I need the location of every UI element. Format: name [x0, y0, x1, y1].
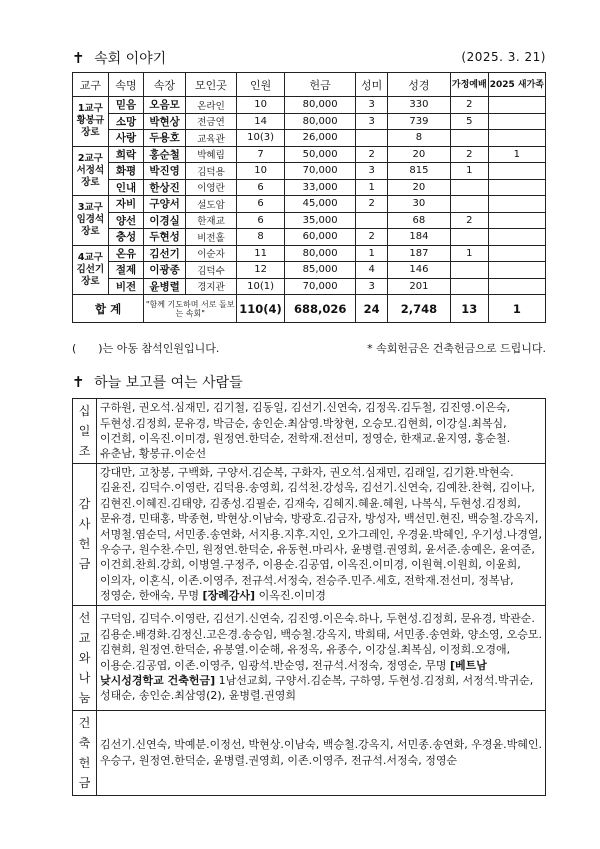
- total-worship: 13: [450, 295, 488, 323]
- col-header: 속장: [144, 73, 186, 97]
- cell-offering: 26,000: [285, 130, 356, 147]
- col-header: 교구: [73, 73, 109, 97]
- table-row: [73, 245, 546, 262]
- district-label: 2교구 서정석 장로: [73, 146, 109, 196]
- table-row: [73, 130, 546, 147]
- cell-worship: [450, 229, 488, 246]
- col-header: 헌금: [285, 73, 356, 97]
- offering-category: 건축 헌금: [73, 710, 97, 795]
- cell-name: 절제: [108, 262, 143, 279]
- cell-offering: 35,000: [285, 212, 356, 229]
- cell-place: 온라인: [185, 97, 236, 114]
- total-newfam: 1: [488, 295, 545, 323]
- cell-bible: 330: [387, 97, 450, 114]
- cell-name: 소망: [108, 113, 143, 130]
- cell-name: 온유: [108, 245, 143, 262]
- notes-line: [72, 340, 546, 356]
- cell-newfam: [488, 245, 545, 262]
- offering-category: 십 일 조: [73, 399, 97, 464]
- names-text: 김선기.신연숙, 박예분.이정선, 박현상.이남숙, 백승철.강옥지, 서민종.송연화, 우경윤.박혜인.우승구, 원정연.한덕순, 윤병렬.권영희, 이존.이영주, 전규석.서정숙, 정영순: [100, 738, 542, 767]
- table-row: [73, 212, 546, 229]
- cell-people: 8: [237, 229, 285, 246]
- table-row: [73, 229, 546, 246]
- total-row: [73, 295, 546, 323]
- col-header: 성경: [387, 73, 450, 97]
- cell-bible: 30: [387, 196, 450, 213]
- cell-worship: [450, 196, 488, 213]
- total-label: 합 계: [73, 295, 144, 323]
- table-row: [73, 97, 546, 114]
- cell-bible: 201: [387, 278, 450, 295]
- cell-bible: 146: [387, 262, 450, 279]
- cell-bible: 187: [387, 245, 450, 262]
- cell-people: 6: [237, 179, 285, 196]
- cell-newfam: [488, 212, 545, 229]
- cell-newfam: [488, 97, 545, 114]
- offering-category: 선교 와 나눔: [73, 605, 97, 710]
- cell-leader: 두용호: [144, 130, 186, 147]
- table-row: [73, 113, 546, 130]
- cell-worship: 1: [450, 163, 488, 180]
- table-row: [73, 163, 546, 180]
- cell-people: 11: [237, 245, 285, 262]
- table-row: [73, 196, 546, 213]
- cell-leader: 박현상: [144, 113, 186, 130]
- cell-rice: 2: [356, 229, 388, 246]
- section-title: 속회 이야기: [94, 51, 167, 67]
- cell-worship: 2: [450, 146, 488, 163]
- children-note: ( )는 아동 참석인원입니다.: [72, 342, 220, 355]
- cell-table-body: [73, 97, 546, 323]
- cell-people: 6: [237, 196, 285, 213]
- cell-people: 10(3): [237, 130, 285, 147]
- cell-offering: 60,000: [285, 229, 356, 246]
- cell-bible: 68: [387, 212, 450, 229]
- cell-place: 김덕용: [185, 163, 236, 180]
- cell-newfam: [488, 278, 545, 295]
- offering-names: [97, 464, 546, 606]
- table-row: [73, 262, 546, 279]
- table-row: [73, 278, 546, 295]
- cell-offering: 70,000: [285, 163, 356, 180]
- cell-worship: [450, 278, 488, 295]
- cell-place: 경지관: [185, 278, 236, 295]
- cell-leader: 홍순철: [144, 146, 186, 163]
- district-label: 3교구 임경석 장로: [73, 196, 109, 246]
- cross-icon: ✝: [72, 373, 85, 391]
- special-offering-names: 1남선교회, 구양서.김순복, 구하영, 두현성.김정희, 서정석.박귀순, 성태순, 송인순.최삼영(2), 윤병렬.권영희: [100, 674, 534, 703]
- cell-newfam: 1: [488, 146, 545, 163]
- cell-name: 믿음: [108, 97, 143, 114]
- cell-offering: 70,000: [285, 278, 356, 295]
- total-offering: 688,026: [285, 295, 356, 323]
- col-header: 성미: [356, 73, 388, 97]
- cell-report-table: [72, 72, 546, 323]
- cell-rice: 2: [356, 196, 388, 213]
- cell-offering: 85,000: [285, 262, 356, 279]
- cell-offering: 45,000: [285, 196, 356, 213]
- cell-name: 충성: [108, 229, 143, 246]
- offering-row: [73, 605, 546, 710]
- cell-newfam: [488, 130, 545, 147]
- cell-newfam: [488, 179, 545, 196]
- cell-place: 이순자: [185, 245, 236, 262]
- cell-section-header: [72, 48, 546, 68]
- cell-worship: [450, 179, 488, 196]
- table-row: [73, 146, 546, 163]
- cell-leader: 구양서: [144, 196, 186, 213]
- offering-note: * 속회헌금은 건축헌금으로 드립니다.: [367, 342, 546, 355]
- cell-leader: 이경실: [144, 212, 186, 229]
- cell-worship: 5: [450, 113, 488, 130]
- cross-icon: ✝: [72, 49, 85, 67]
- offering-row: [73, 464, 546, 606]
- col-header: 인원: [237, 73, 285, 97]
- offering-row: [73, 710, 546, 795]
- special-offering-tag: [베트남 낮시성경학교 건축헌금]: [100, 658, 487, 688]
- cell-bible: 815: [387, 163, 450, 180]
- cell-people: 10: [237, 97, 285, 114]
- district-label: 1교구 황봉규 장로: [73, 97, 109, 147]
- cell-name: 사랑: [108, 130, 143, 147]
- total-people: 110(4): [237, 295, 285, 323]
- offering-table: [72, 398, 546, 796]
- cell-bible: 20: [387, 146, 450, 163]
- cell-bible: 184: [387, 229, 450, 246]
- special-offering-tag: [장례감사]: [202, 589, 256, 603]
- cell-bible: 739: [387, 113, 450, 130]
- cell-leader: 윤병렬: [144, 278, 186, 295]
- total-motto: "함께 기도하며 서로 돌보는 속회": [144, 295, 237, 323]
- report-date: (2025. 3. 21): [461, 50, 546, 64]
- cell-leader: 오음모: [144, 97, 186, 114]
- cell-rice: 2: [356, 146, 388, 163]
- table-header-row: [73, 73, 546, 97]
- offering-names: [97, 605, 546, 710]
- cell-newfam: [488, 163, 545, 180]
- offering-names: [97, 399, 546, 464]
- names-text: 구덕임, 김덕수.이영란, 김선기.신연숙, 김진영.이은숙.하나, 두현성.김정희, 문유경, 박관순.김용순.배경화.김정신.고은경.송승임, 백승철.강옥지, 박희태, 서민종.송연화, 양소영, 오승모.김현희, 원정연.한덕순, 유봉열.이순해, 유정옥, 유종수, 이강실.최복심, 이정희.오경애, 이용순.김공엽, 이존.이영주, 임광석.반순영, 전규석.서정숙, 정영순, 무명: [100, 612, 542, 672]
- cell-rice: 1: [356, 245, 388, 262]
- cell-place: 전금연: [185, 113, 236, 130]
- cell-leader: 이광종: [144, 262, 186, 279]
- cell-bible: 20: [387, 179, 450, 196]
- cell-rice: 4: [356, 262, 388, 279]
- cell-rice: [356, 130, 388, 147]
- offering-names: [97, 710, 546, 795]
- cell-place: 비전홀: [185, 229, 236, 246]
- offering-table-body: [73, 399, 546, 796]
- cell-rice: 3: [356, 163, 388, 180]
- cell-rice: 3: [356, 97, 388, 114]
- cell-leader: 두현성: [144, 229, 186, 246]
- cell-place: 교육관: [185, 130, 236, 147]
- district-label: 4교구 김선기 장로: [73, 245, 109, 295]
- cell-people: 6: [237, 212, 285, 229]
- cell-people: 7: [237, 146, 285, 163]
- cell-worship: [450, 130, 488, 147]
- cell-people: 10(1): [237, 278, 285, 295]
- cell-place: 한재교: [185, 212, 236, 229]
- col-header: 가정예배: [450, 73, 488, 97]
- cell-leader: 박진영: [144, 163, 186, 180]
- cell-rice: 1: [356, 179, 388, 196]
- col-header: 2025 새가족: [488, 73, 545, 97]
- cell-rice: [356, 212, 388, 229]
- total-bible: 2,748: [387, 295, 450, 323]
- cell-name: 비전: [108, 278, 143, 295]
- cell-name: 화평: [108, 163, 143, 180]
- cell-rice: 3: [356, 113, 388, 130]
- cell-name: 자비: [108, 196, 143, 213]
- table-row: [73, 179, 546, 196]
- cell-people: 12: [237, 262, 285, 279]
- cell-people: 10: [237, 163, 285, 180]
- cell-offering: 80,000: [285, 97, 356, 114]
- cell-newfam: [488, 229, 545, 246]
- special-offering-names: 이옥진.이미경: [258, 589, 326, 603]
- cell-rice: 3: [356, 278, 388, 295]
- cell-worship: [450, 262, 488, 279]
- cell-name: 희락: [108, 146, 143, 163]
- cell-worship: 2: [450, 97, 488, 114]
- col-header: 속명: [108, 73, 143, 97]
- cell-people: 14: [237, 113, 285, 130]
- section-title: 하늘 보고를 여는 사람들: [94, 375, 243, 391]
- cell-name: 인내: [108, 179, 143, 196]
- cell-place: 이영란: [185, 179, 236, 196]
- cell-offering: 33,000: [285, 179, 356, 196]
- cell-name: 양선: [108, 212, 143, 229]
- cell-leader: 한상진: [144, 179, 186, 196]
- names-text: 구하원, 권오석.심재민, 김기철, 김동일, 김선기.신연숙, 김정옥.김두철, 김진영.이은숙, 두현성.김정희, 문유경, 박금순, 송인순.최삼영.박창현, 오승모.김현희, 이강실.최복심, 이건희, 이옥진.이미경, 원정연.한덕순, 전학재.전선미, 정영순, 한재교.윤지영, 홍순철.유춘남, 황봉규.이순선: [100, 401, 511, 461]
- cell-offering: 80,000: [285, 245, 356, 262]
- total-rice: 24: [356, 295, 388, 323]
- offering-row: [73, 399, 546, 464]
- cell-bible: 8: [387, 130, 450, 147]
- cell-place: 박혜림: [185, 146, 236, 163]
- cell-worship: 1: [450, 245, 488, 262]
- cell-leader: 김선기: [144, 245, 186, 262]
- col-header: 모인곳: [185, 73, 236, 97]
- names-text: 강대만, 고창봉, 구백화, 구양서.김순복, 구화자, 권오석.심재민, 김래일, 김기환.박현숙.김윤진, 김덕수.이영란, 김덕용.송영희, 김석천.강성옥, 김선기.신연숙, 김예찬.찬혁, 김이나, 김현진.이혜진.김태양, 김종성.김필순, 김재숙, 김혜지.혜윤.혜원, 나복식, 두현성.김정희, 문유경, 민태홍, 박종현, 박현상.이남숙, 방광호.김금자, 방성자, 백선민.현진, 백승철.강옥지, 서명철.염순덕, 서민종.송연화, 서지용.지후.지인, 오가그레인, 우경윤.박혜인, 우기성.나경열, 우승구, 원수찬.수민, 원정연.한덕순, 유동현.마리사, 윤병렬.권영희, 윤서준.송예은, 윤여준, 이건희.찬희.강희, 이병열.구정주, 이용순.김공엽, 이옥진.이미경, 이원혁.이원희, 이윤희, 이의자, 이혼식, 이존.이영주, 전규석.서정숙, 전승주.민주.세호, 전학재.전선미, 정복남, 정영순, 한애숙, 무명: [100, 466, 542, 603]
- cell-place: 설도암: [185, 196, 236, 213]
- cell-worship: 2: [450, 212, 488, 229]
- offering-section-header: [72, 372, 243, 392]
- cell-offering: 80,000: [285, 113, 356, 130]
- cell-newfam: [488, 113, 545, 130]
- offering-category: 감 사 헌 금: [73, 464, 97, 606]
- cell-newfam: [488, 196, 545, 213]
- cell-newfam: [488, 262, 545, 279]
- cell-offering: 50,000: [285, 146, 356, 163]
- cell-place: 김덕수: [185, 262, 236, 279]
